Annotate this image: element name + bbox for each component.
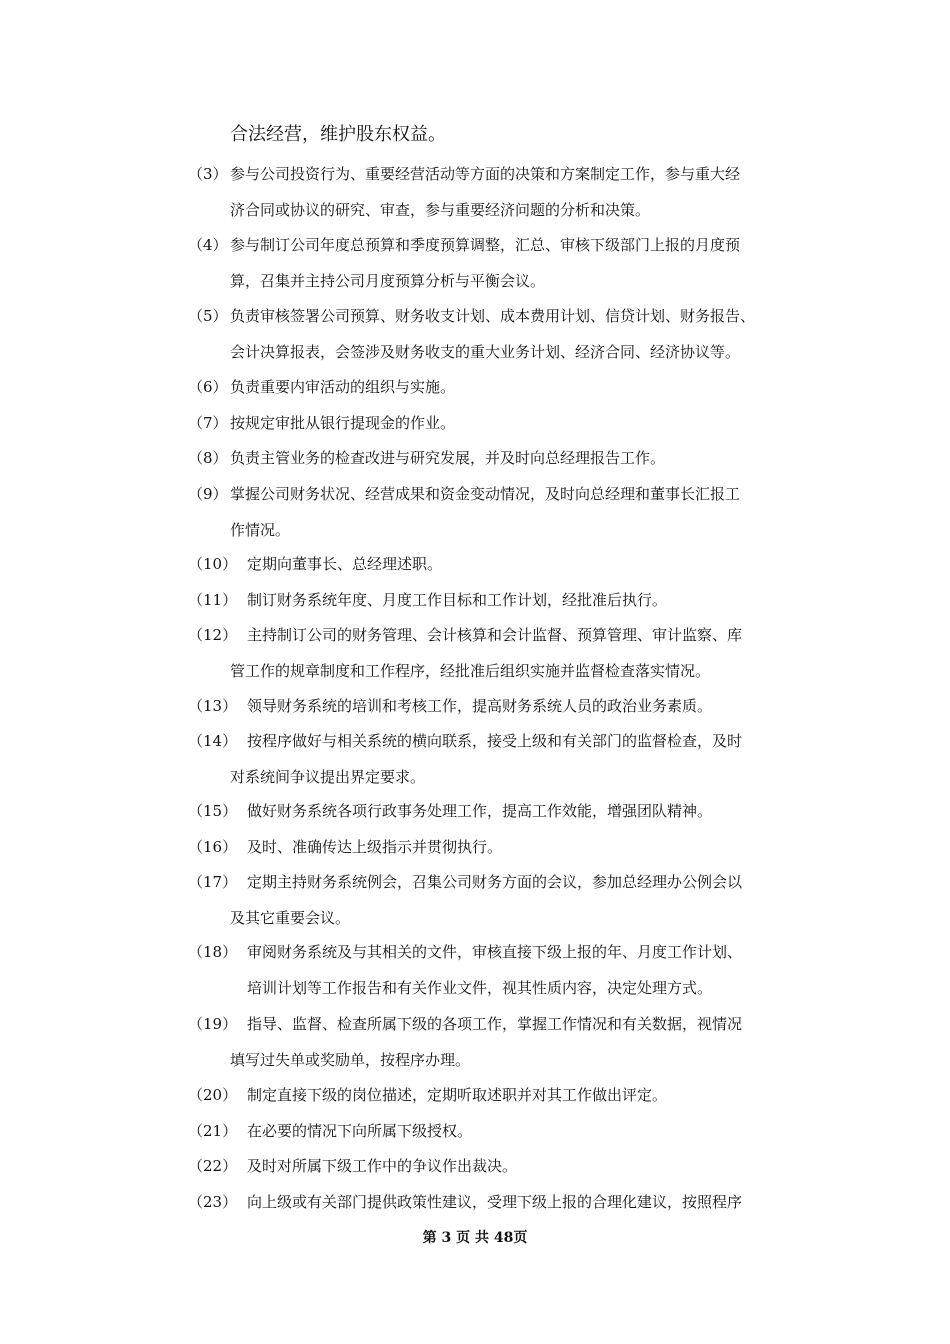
list-item bbox=[188, 934, 818, 1006]
item-number: （19） bbox=[188, 1015, 238, 1033]
list-item bbox=[188, 476, 818, 548]
item-text: 领导财务系统的培训和考核工作，提高财务系统人员的政治业务素质。 bbox=[247, 697, 713, 715]
item-text: 掌握公司财务状况、经营成果和资金变动情况，及时向总经理和董事长汇报工 bbox=[230, 485, 741, 503]
item-number: （23） bbox=[188, 1193, 238, 1211]
item-number: （16） bbox=[188, 838, 238, 856]
item-text: 指导、监督、检查所属下级的各项工作，掌握工作情况和有关数据，视情况 bbox=[247, 1015, 743, 1033]
item-number: （7） bbox=[188, 414, 228, 432]
item-text: 参与制订公司年度总预算和季度预算调整，汇总、审核下级部门上报的月度预 bbox=[230, 236, 741, 254]
list-item bbox=[188, 793, 818, 829]
list-item bbox=[188, 405, 818, 441]
item-text-continued: 及其它重要会议。 bbox=[230, 909, 351, 927]
item-text: 制订财务系统年度、月度工作目标和工作计划，经批准后执行。 bbox=[247, 591, 668, 609]
item-number: （18） bbox=[188, 943, 238, 961]
item-text-continued: 培训计划等工作报告和有关作业文件，视其性质内容，决定处理方式。 bbox=[247, 979, 713, 997]
list-item bbox=[188, 1148, 818, 1184]
list-item bbox=[188, 369, 818, 405]
list-item bbox=[188, 227, 818, 299]
item-text: 按规定审批从银行提现金的作业。 bbox=[230, 414, 456, 432]
list-item bbox=[188, 723, 818, 795]
list-item bbox=[188, 1113, 818, 1149]
list-item bbox=[188, 1077, 818, 1113]
item-text: 负责主管业务的检查改进与研究发展，并及时向总经理报告工作。 bbox=[230, 449, 666, 467]
list-item bbox=[188, 1184, 818, 1220]
item-number: （15） bbox=[188, 802, 238, 820]
item-number: （21） bbox=[188, 1122, 238, 1140]
item-number: （17） bbox=[188, 873, 238, 891]
item-number: （8） bbox=[188, 449, 228, 467]
item-number: （13） bbox=[188, 697, 238, 715]
item-number: （22） bbox=[188, 1157, 238, 1175]
item-text: 定期主持财务系统例会，召集公司财务方面的会议，参加总经理办公例会以 bbox=[247, 873, 743, 891]
item-number: （20） bbox=[188, 1086, 238, 1104]
item-text: 及时、准确传达上级指示并贯彻执行。 bbox=[247, 838, 503, 856]
item-number: （14） bbox=[188, 732, 238, 750]
item-number: （11） bbox=[188, 591, 238, 609]
item-text-continued: 济合同或协议的研究、审查，参与重要经济问题的分析和决策。 bbox=[230, 201, 651, 219]
item-text-continued: 填写过失单或奖励单，按程序办理。 bbox=[230, 1051, 471, 1069]
list-item bbox=[188, 829, 818, 865]
item-text: 主持制订公司的财务管理、会计核算和会计监督、预算管理、审计监察、库 bbox=[247, 626, 743, 644]
list-item bbox=[188, 617, 818, 689]
item-text-continued: 管工作的规章制度和工作程序，经批准后组织实施并监督检查落实情况。 bbox=[230, 662, 711, 680]
list-item bbox=[188, 1006, 818, 1078]
item-text: 制定直接下级的岗位描述，定期听取述职并对其工作做出评定。 bbox=[247, 1086, 668, 1104]
item-text: 负责审核签署公司预算、财务收支计划、成本费用计划、信贷计划、财务报告、 bbox=[230, 307, 756, 325]
list-item bbox=[188, 440, 818, 476]
item-text: 做好财务系统各项行政事务处理工作，提高工作效能，增强团队精神。 bbox=[247, 802, 713, 820]
item-number: （5） bbox=[188, 307, 228, 325]
item-text: 按程序做好与相关系统的横向联系，接受上级和有关部门的监督检查，及时 bbox=[247, 732, 743, 750]
item-text: 审阅财务系统及与其相关的文件，审核直接下级上报的年、月度工作计划、 bbox=[247, 943, 743, 961]
list-item bbox=[188, 864, 818, 936]
item-text-continued: 对系统间争议提出界定要求。 bbox=[230, 768, 426, 786]
item-text-continued: 算，召集并主持公司月度预算分析与平衡会议。 bbox=[230, 272, 546, 290]
item-text: 负责重要内审活动的组织与实施。 bbox=[230, 378, 456, 396]
lead-line: 合法经营，维护股东权益。 bbox=[230, 124, 446, 145]
item-text-continued: 作情况。 bbox=[230, 521, 291, 539]
list-item bbox=[188, 298, 818, 370]
item-number: （12） bbox=[188, 626, 238, 644]
list-item bbox=[188, 546, 818, 582]
item-number: （4） bbox=[188, 236, 228, 254]
item-text: 向上级或有关部门提供政策性建议，受理下级上报的合理化建议，按照程序 bbox=[247, 1193, 743, 1211]
item-text: 在必要的情况下向所属下级授权。 bbox=[247, 1122, 473, 1140]
page-footer: 第 3 页 共 48页 bbox=[422, 1230, 528, 1246]
list-item bbox=[188, 688, 818, 724]
item-number: （6） bbox=[188, 378, 228, 396]
item-text: 参与公司投资行为、重要经营活动等方面的决策和方案制定工作，参与重大经 bbox=[230, 165, 741, 183]
item-number: （9） bbox=[188, 485, 228, 503]
item-text: 及时对所属下级工作中的争议作出裁决。 bbox=[247, 1157, 518, 1175]
item-number: （3） bbox=[188, 165, 228, 183]
list-item bbox=[188, 156, 818, 228]
list-item bbox=[188, 582, 818, 618]
item-text: 定期向董事长、总经理述职。 bbox=[247, 555, 443, 573]
item-number: （10） bbox=[188, 555, 238, 573]
item-text-continued: 会计决算报表，会签涉及财务收支的重大业务计划、经济合同、经济协议等。 bbox=[230, 343, 741, 361]
